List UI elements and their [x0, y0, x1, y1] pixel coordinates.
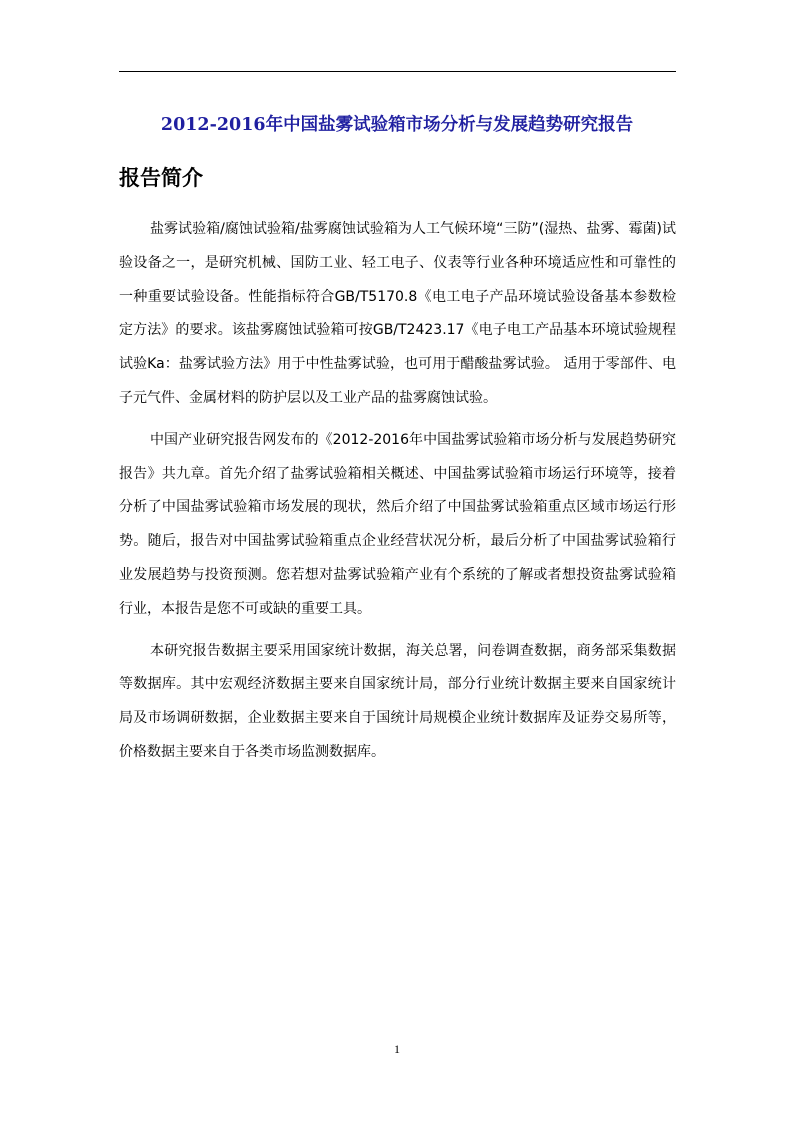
body-text	[119, 213, 676, 770]
header-rule	[119, 71, 676, 72]
page-number: 1	[394, 1042, 400, 1056]
section-heading: 报告简介	[119, 166, 203, 190]
paragraph-data-sources: 本研究报告数据主要采用国家统计数据，海关总署，问卷调查数据，商务部采集数据等数据库。其中宏观经济数据主要来自国家统计局，部分行业统计数据主要来自国家统计局及市场调研数据，企业数据主要来自于国统计局规模企业统计数据库及证券交易所等，价格数据主要来自于各类市场监测数据库。	[119, 642, 676, 760]
document-title: 2012-2016年中国盐雾试验箱市场分析与发展趋势研究报告	[160, 115, 634, 135]
paragraph-report-summary: 中国产业研究报告网发布的《2012-2016年中国盐雾试验箱市场分析与发展趋势研究报告》共九章。首先介绍了盐雾试验箱相关概述、中国盐雾试验箱市场运行环境等，接着分析了中国盐雾试验箱市场发展的现状，然后介绍了中国盐雾试验箱重点区域市场运行形势。随后，报告对中国盐雾试验箱重点企业经营状况分析，最后分析了中国盐雾试验箱行业发展趋势与投资预测。您若想对盐雾试验箱产业有个系统的了解或者想投资盐雾试验箱行业，本报告是您不可或缺的重要工具。	[119, 431, 676, 617]
paragraph-intro: 盐雾试验箱/腐蚀试验箱/盐雾腐蚀试验箱为人工气候环境“三防”(湿热、盐雾、霉菌)试验设备之一，是研究机械、国防工业、轻工电子、仪表等行业各种环境适应性和可靠性的一种重要试验设备。性能指标符合GB/T5170.8《电工电子产品环境试验设备基本参数检定方法》的要求。该盐雾腐蚀试验箱可按GB/T2423.17《电子电工产品基本环境试验规程试验Ka：盐雾试验方法》用于中性盐雾试验，也可用于醋酸盐雾试验。 适用于零部件、电子元气件、金属材料的防护层以及工业产品的盐雾腐蚀试验。	[119, 221, 676, 406]
